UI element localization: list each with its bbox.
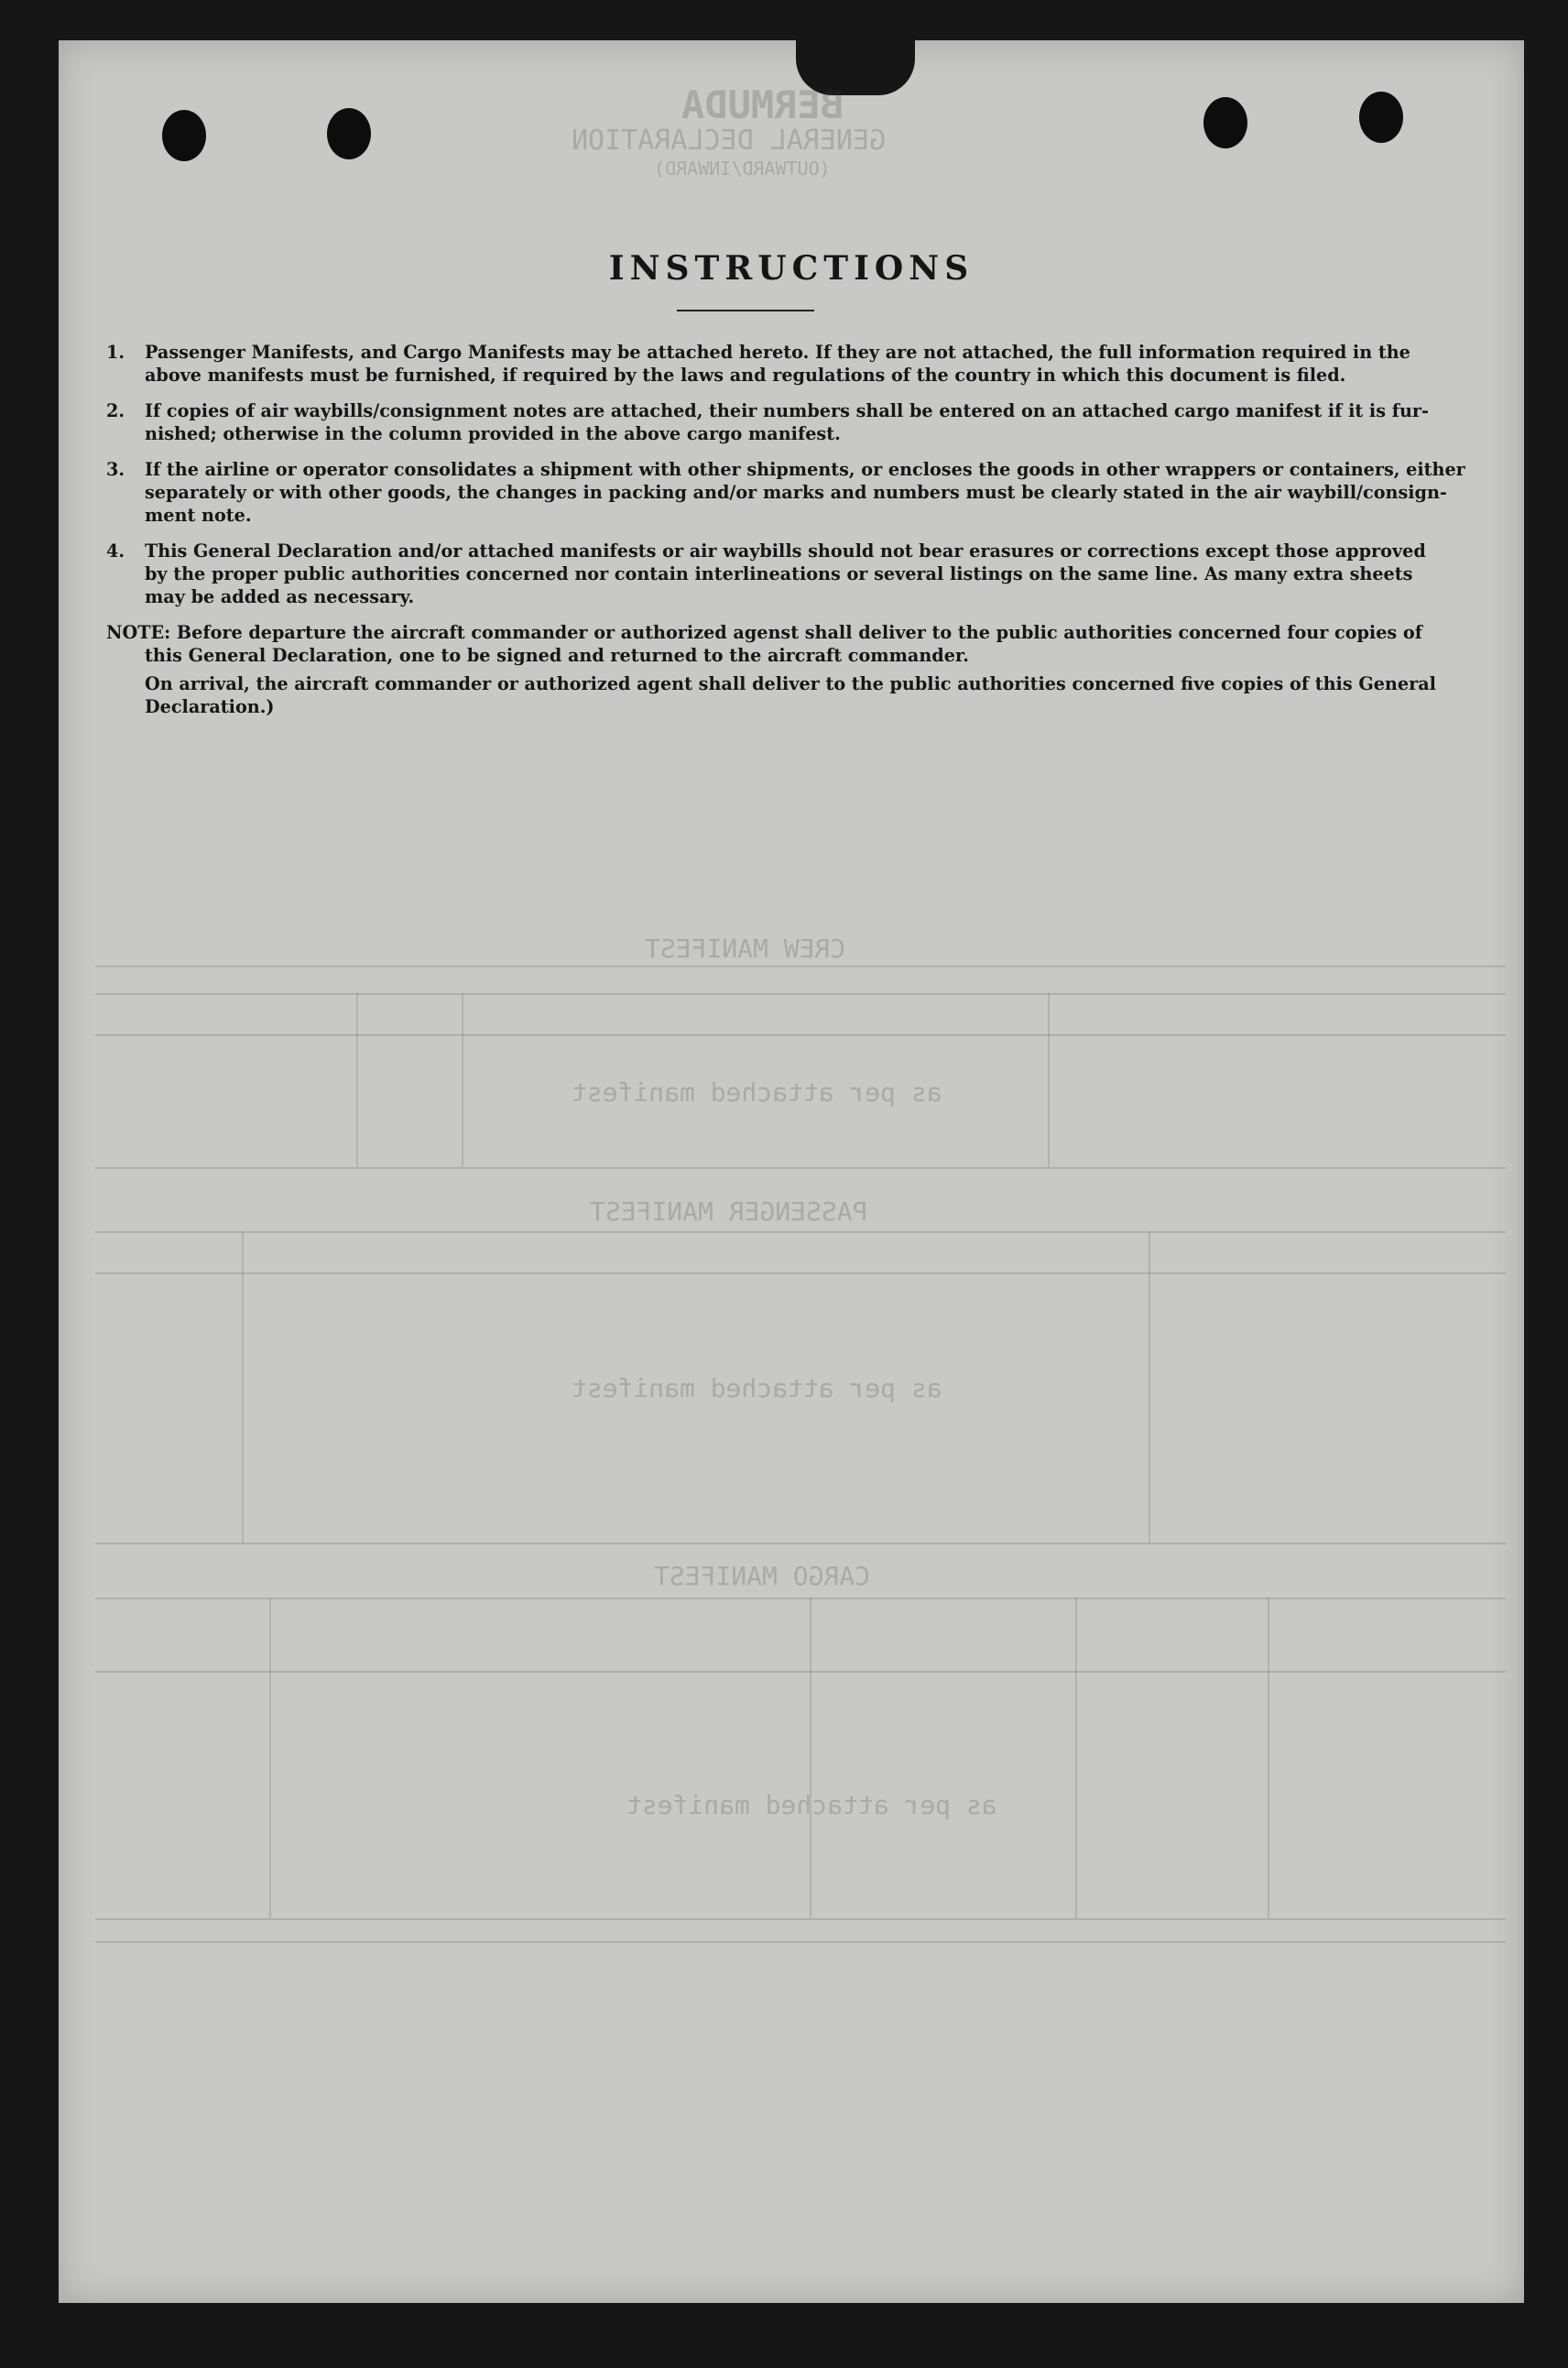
note-arrival-line: Declaration.): [145, 696, 275, 717]
instructions-list: [106, 341, 1524, 724]
bleed-rule: [95, 1167, 1506, 1169]
punch-hole-right-2: [1359, 92, 1403, 143]
page-title: INSTRUCTIONS: [608, 249, 975, 288]
bleed-rule: [95, 1543, 1506, 1544]
instruction-item-4: [106, 540, 1524, 608]
bleed-sub2: (OUTWARD/INWARD): [654, 158, 831, 180]
item-number: 4.: [106, 540, 125, 562]
bleed-col: [242, 1231, 244, 1543]
bleed-cargo: CARGO MANIFEST: [654, 1561, 871, 1591]
note-block: [106, 621, 1524, 718]
instruction-item-3: [106, 458, 1524, 527]
bleed-attached-2: as per attached manifest: [572, 1373, 942, 1403]
bleed-sub1: GENERAL DECLARATION: [572, 125, 887, 157]
bleed-col: [1268, 1598, 1269, 1918]
bleed-col: [1075, 1598, 1077, 1918]
item-line: above manifests must be furnished, if required by the laws and regulations of the country in which this document is filed.: [145, 365, 1346, 386]
item-line: separately or with other goods, the changes in packing and/or marks and numbers must be clearly stated in the air waybill/consign-: [145, 482, 1447, 503]
bleed-col: [462, 993, 463, 1167]
item-line: nished; otherwise in the column provided in the above cargo manifest.: [145, 423, 841, 444]
punch-hole-left-1: [162, 110, 206, 161]
bleed-crew: CREW MANIFEST: [645, 933, 846, 964]
item-number: 1.: [106, 342, 125, 363]
bleed-attached-1: as per attached manifest: [572, 1077, 942, 1108]
bleed-col: [810, 1598, 811, 1918]
item-line: Passenger Manifests, and Cargo Manifests may be attached hereto. If they are not attached, the full information required in the: [145, 342, 1410, 363]
item-line: If copies of air waybills/consignment notes are attached, their numbers shall be entered on an attached cargo manifest if it is fur-: [145, 400, 1429, 421]
bleed-attached-3: as per attached manifest: [626, 1790, 997, 1820]
note-arrival-line: On arrival, the aircraft commander or authorized agent shall deliver to the public authorities concerned five copies of this General: [145, 673, 1436, 694]
item-line: If the airline or operator consolidates a shipment with other shipments, or encloses the goods in other wrappers or containers, either: [145, 459, 1465, 480]
bleed-col: [269, 1598, 271, 1918]
bleed-header: BERMUDA: [681, 82, 844, 127]
bleed-rule: [95, 966, 1506, 967]
bleed-rule: [95, 1231, 1506, 1233]
bleed-rule: [95, 1941, 1506, 1943]
item-line: may be added as necessary.: [145, 586, 415, 607]
bleed-rule: [95, 1671, 1506, 1673]
bleed-rule: [95, 1034, 1506, 1036]
bleed-rule: [95, 993, 1506, 995]
item-number: 2.: [106, 400, 125, 421]
bleed-col: [356, 993, 358, 1167]
title-underline: [677, 310, 814, 311]
item-line: by the proper public authorities concerned nor contain interlineations or several listings on the same line. As many extra sheets: [145, 563, 1413, 584]
note-line: NOTE: Before departure the aircraft commander or authorized agenst shall deliver to the public authorities concerned four copies of: [106, 622, 1422, 643]
bleed-rule: [95, 1598, 1506, 1599]
punch-hole-right-1: [1203, 97, 1247, 148]
punch-hole-left-2: [327, 108, 371, 159]
item-line: ment note.: [145, 505, 252, 526]
bleed-passenger: PASSENGER MANIFEST: [590, 1196, 868, 1227]
bleed-col: [1149, 1231, 1150, 1543]
instruction-item-2: [106, 399, 1524, 445]
document-sheet: [59, 40, 1524, 2303]
instruction-item-1: [106, 341, 1524, 387]
bleed-col: [1048, 993, 1050, 1167]
item-number: 3.: [106, 459, 125, 480]
item-line: This General Declaration and/or attached manifests or air waybills should not bear erasures or corrections except those approved: [145, 540, 1426, 562]
bleed-rule: [95, 1272, 1506, 1274]
bleed-rule: [95, 1918, 1506, 1920]
note-line: this General Declaration, one to be signed and returned to the aircraft commander.: [145, 645, 969, 666]
